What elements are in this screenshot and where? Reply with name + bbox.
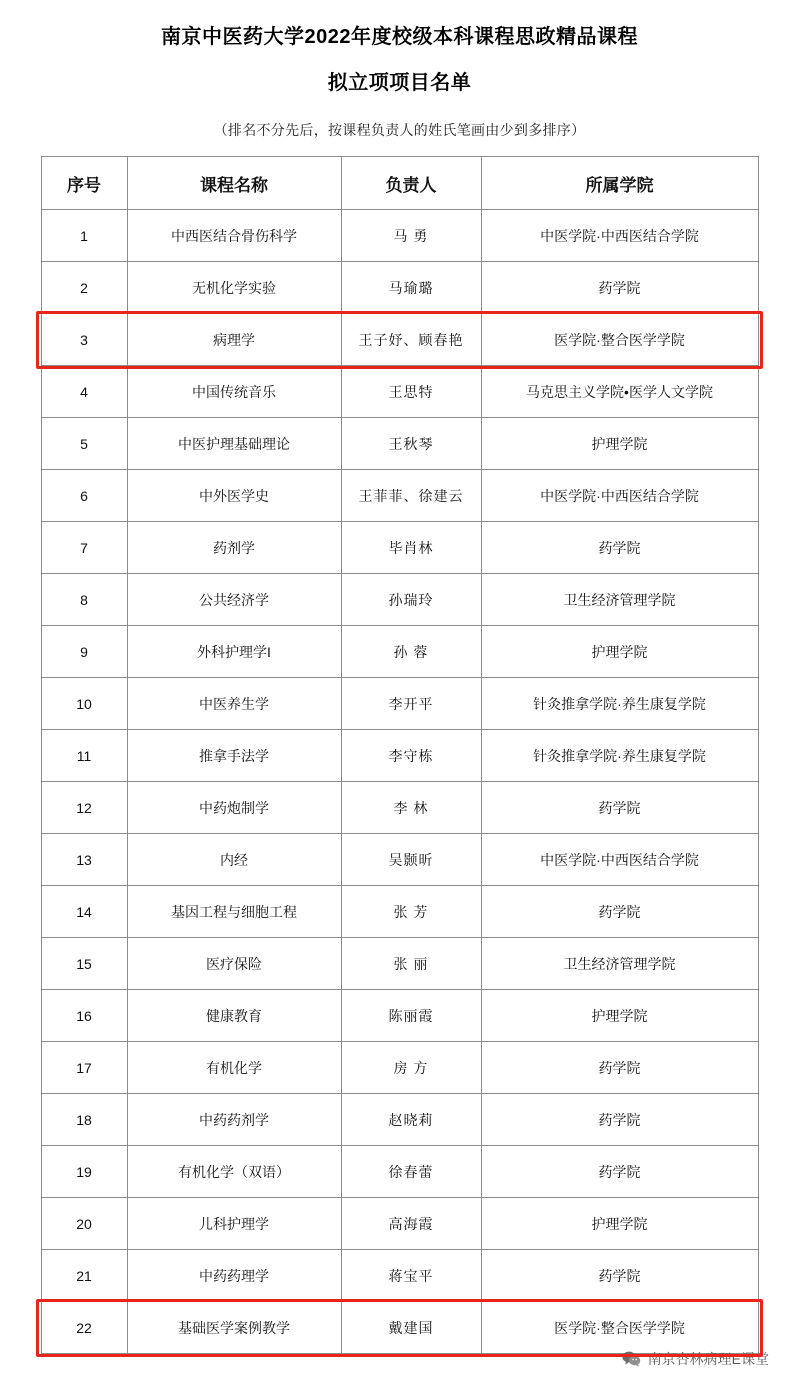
cell-index: 19 (41, 1146, 127, 1198)
cell-college: 卫生经济管理学院 (481, 574, 758, 626)
table-row (41, 886, 758, 938)
cell-owner: 李 林 (341, 782, 481, 834)
cell-college: 药学院 (481, 522, 758, 574)
cell-index: 22 (41, 1302, 127, 1354)
course-list-table (41, 156, 759, 1354)
cell-college: 药学院 (481, 1250, 758, 1302)
cell-course-name: 健康教育 (127, 990, 341, 1042)
cell-owner: 王菲菲、徐建云 (341, 470, 481, 522)
cell-owner: 孙 蓉 (341, 626, 481, 678)
table-row (41, 1094, 758, 1146)
cell-course-name: 药剂学 (127, 522, 341, 574)
cell-course-name: 内经 (127, 834, 341, 886)
table-row (41, 678, 758, 730)
cell-college: 中医学院·中西医结合学院 (481, 470, 758, 522)
cell-index: 4 (41, 366, 127, 418)
cell-index: 15 (41, 938, 127, 990)
table-row (41, 522, 758, 574)
cell-owner: 马 勇 (341, 210, 481, 262)
cell-index: 12 (41, 782, 127, 834)
cell-college: 药学院 (481, 262, 758, 314)
cell-index: 8 (41, 574, 127, 626)
cell-college: 药学院 (481, 1094, 758, 1146)
cell-college: 护理学院 (481, 626, 758, 678)
table-row (41, 938, 758, 990)
cell-index: 20 (41, 1198, 127, 1250)
cell-course-name: 中药炮制学 (127, 782, 341, 834)
cell-course-name: 医疗保险 (127, 938, 341, 990)
cell-index: 13 (41, 834, 127, 886)
cell-course-name: 基础医学案例教学 (127, 1302, 341, 1354)
cell-college: 中医学院·中西医结合学院 (481, 210, 758, 262)
wechat-icon (622, 1351, 641, 1367)
cell-owner: 李守栋 (341, 730, 481, 782)
cell-owner: 高海霞 (341, 1198, 481, 1250)
table-row (41, 418, 758, 470)
cell-owner: 赵晓莉 (341, 1094, 481, 1146)
cell-owner: 徐春蕾 (341, 1146, 481, 1198)
column-header-owner: 负责人 (341, 157, 481, 210)
cell-college: 针灸推拿学院·养生康复学院 (481, 730, 758, 782)
cell-college: 卫生经济管理学院 (481, 938, 758, 990)
cell-college: 针灸推拿学院·养生康复学院 (481, 678, 758, 730)
cell-college: 护理学院 (481, 418, 758, 470)
cell-course-name: 外科护理学I (127, 626, 341, 678)
footer-account (622, 1349, 769, 1369)
table-row (41, 1042, 758, 1094)
cell-course-name: 中医养生学 (127, 678, 341, 730)
cell-college: 医学院·整合医学学院 (481, 1302, 758, 1354)
cell-index: 5 (41, 418, 127, 470)
footer-account-name: 南京杏林病理E课堂 (647, 1351, 769, 1367)
cell-owner: 张 芳 (341, 886, 481, 938)
table-row (41, 210, 758, 262)
cell-owner: 孙瑞玲 (341, 574, 481, 626)
cell-course-name: 无机化学实验 (127, 262, 341, 314)
cell-owner: 戴建国 (341, 1302, 481, 1354)
cell-owner: 李开平 (341, 678, 481, 730)
cell-course-name: 基因工程与细胞工程 (127, 886, 341, 938)
cell-college: 护理学院 (481, 990, 758, 1042)
cell-course-name: 公共经济学 (127, 574, 341, 626)
cell-index: 3 (41, 314, 127, 366)
cell-course-name: 有机化学 (127, 1042, 341, 1094)
cell-course-name: 中药药理学 (127, 1250, 341, 1302)
cell-owner: 陈丽霞 (341, 990, 481, 1042)
table-row (41, 262, 758, 314)
cell-college: 马克思主义学院•医学人文学院 (481, 366, 758, 418)
cell-course-name: 中药药剂学 (127, 1094, 341, 1146)
document-title-line-1: 南京中医药大学2022年度校级本科课程思政精品课程 (161, 26, 638, 48)
column-header-index: 序号 (41, 157, 127, 210)
document-title-line-2: 拟立项项目名单 (327, 72, 472, 94)
cell-owner: 马瑜璐 (341, 262, 481, 314)
cell-index: 6 (41, 470, 127, 522)
table-row (41, 1198, 758, 1250)
table-row (41, 990, 758, 1042)
cell-index: 7 (41, 522, 127, 574)
cell-course-name: 中医护理基础理论 (127, 418, 341, 470)
cell-college: 药学院 (481, 1146, 758, 1198)
cell-index: 14 (41, 886, 127, 938)
table-row (41, 1302, 758, 1354)
table-row (41, 782, 758, 834)
cell-college: 护理学院 (481, 1198, 758, 1250)
cell-index: 1 (41, 210, 127, 262)
cell-owner: 王子妤、顾春艳 (341, 314, 481, 366)
cell-owner: 房 方 (341, 1042, 481, 1094)
cell-index: 10 (41, 678, 127, 730)
cell-course-name: 儿科护理学 (127, 1198, 341, 1250)
column-header-college: 所属学院 (481, 157, 758, 210)
table-row (41, 574, 758, 626)
table-row (41, 366, 758, 418)
cell-college: 药学院 (481, 782, 758, 834)
table-row (41, 626, 758, 678)
table-row (41, 730, 758, 782)
cell-index: 11 (41, 730, 127, 782)
cell-owner: 王思特 (341, 366, 481, 418)
cell-course-name: 中西医结合骨伤科学 (127, 210, 341, 262)
cell-index: 21 (41, 1250, 127, 1302)
cell-owner: 吴颢昕 (341, 834, 481, 886)
cell-owner: 张 丽 (341, 938, 481, 990)
table-row (41, 834, 758, 886)
table-row (41, 314, 758, 366)
cell-owner: 蒋宝平 (341, 1250, 481, 1302)
cell-index: 17 (41, 1042, 127, 1094)
cell-owner: 毕肖林 (341, 522, 481, 574)
cell-college: 中医学院·中西医结合学院 (481, 834, 758, 886)
cell-college: 药学院 (481, 1042, 758, 1094)
document-subtitle: （排名不分先后，按课程负责人的姓氏笔画由少到多排序） (213, 122, 586, 138)
cell-owner: 王秋琴 (341, 418, 481, 470)
column-header-course-name: 课程名称 (127, 157, 341, 210)
cell-college: 医学院·整合医学学院 (481, 314, 758, 366)
cell-index: 16 (41, 990, 127, 1042)
table-header-row (41, 157, 758, 210)
cell-index: 9 (41, 626, 127, 678)
table-row (41, 470, 758, 522)
cell-course-name: 推拿手法学 (127, 730, 341, 782)
table-row (41, 1250, 758, 1302)
cell-college: 药学院 (481, 886, 758, 938)
cell-course-name: 有机化学（双语） (127, 1146, 341, 1198)
cell-course-name: 中国传统音乐 (127, 366, 341, 418)
table-row (41, 1146, 758, 1198)
cell-index: 18 (41, 1094, 127, 1146)
table-body (41, 210, 758, 1354)
cell-course-name: 中外医学史 (127, 470, 341, 522)
cell-index: 2 (41, 262, 127, 314)
cell-course-name: 病理学 (127, 314, 341, 366)
